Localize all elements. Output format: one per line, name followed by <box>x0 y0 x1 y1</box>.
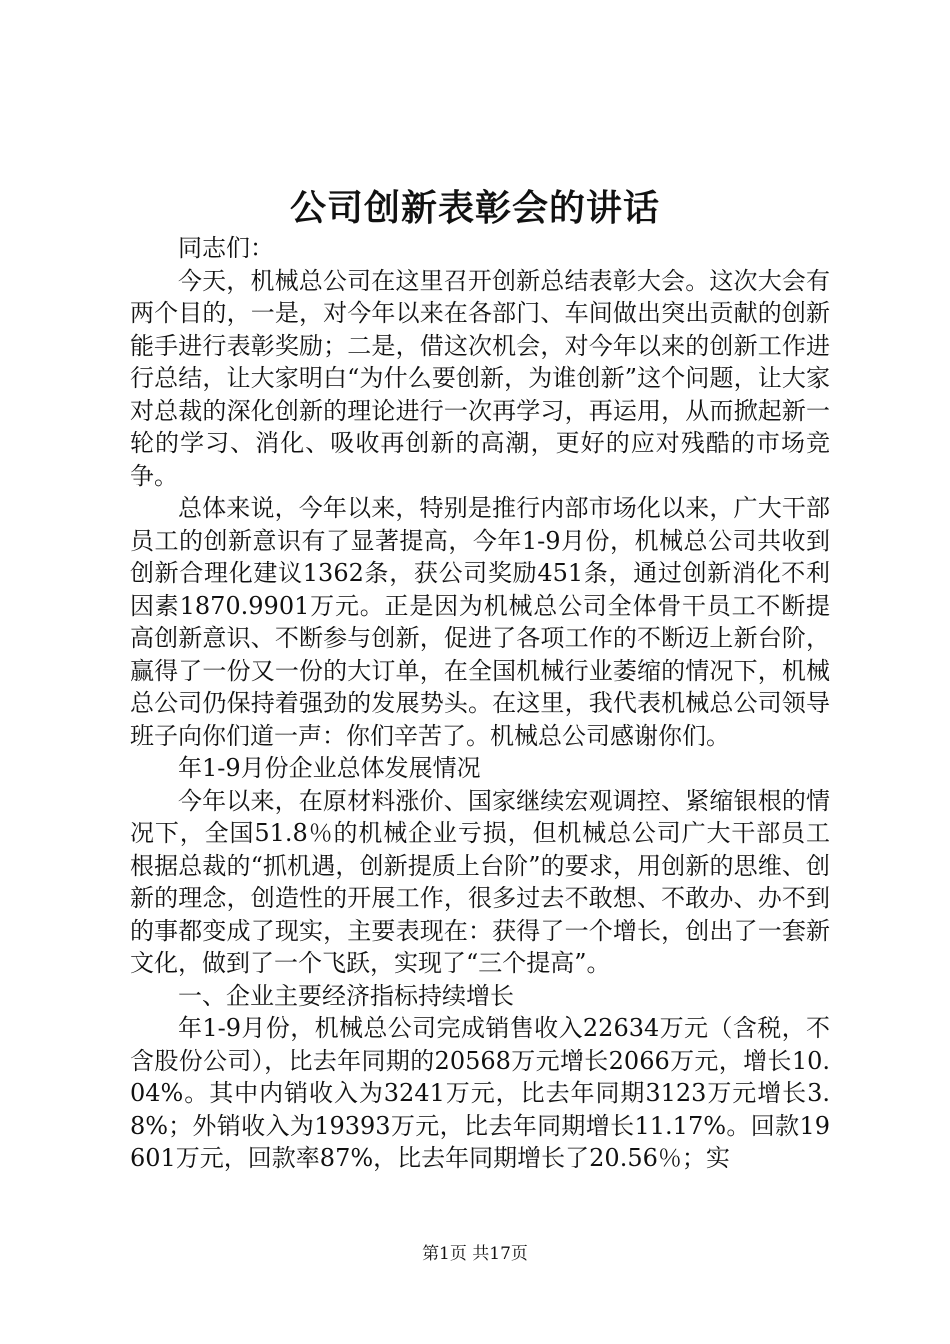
salutation: 同志们： <box>178 234 274 262</box>
document-body <box>130 232 830 1175</box>
section-heading: 一、企业主要经济指标持续增长 <box>178 981 514 1010</box>
page-number: 第1页 共17页 <box>422 1244 528 1264</box>
paragraph-development: 今年以来，在原材料涨价、国家继续宏观调控、紧缩银根的情况下，全国51.8％的机械企业亏损，但机械总公司广大干部员工根据总裁的“抓机遇，创新提质上台阶”的要求，用创新的思维、创新的理念，创造性的开展工作，很多过去不敢想、不敢办、办不到的事都变成了现实，主要表现在：获得了一个增长，创出了一套新文化，做到了一个飞跃，实现了“三个提高”。 <box>130 786 830 977</box>
paragraph-summary: 总体来说，今年以来，特别是推行内部市场化以来，广大干部员工的创新意识有了显著提高，今年1-9月份，机械总公司共收到创新合理化建议1362条，获公司奖励451条，通过创新消化不利因素1870.9901万元。正是因为机械总公司全体骨干员工不断提高创新意识、不断参与创新，促进了各项工作的不断迈上新台阶，赢得了一份又一份的大订单，在全国机械行业萎缩的情况下，机械总公司仍保持着强劲的发展势头。在这里，我代表机械总公司领导班子向你们道一声：你们辛苦了。机械总公司感谢你们。 <box>130 494 830 750</box>
document-title: 公司创新表彰会的讲话 <box>289 187 660 229</box>
paragraph-intro: 今天，机械总公司在这里召开创新总结表彰大会。这次大会有两个目的，一是，对今年以来在各部门、车间做出突出贡献的创新能手进行表彰奖励；二是，借这次机会，对今年以来的创新工作进行总结，让大家明白“为什么要创新，为谁创新”这个问题，让大家对总裁的深化创新的理论进行一次再学习，再运用，从而掀起新一轮的学习、消化、吸收再创新的高潮，更好的应对残酷的市场竞争。 <box>130 266 830 490</box>
paragraph-indicators: 年1-9月份，机械总公司完成销售收入22634万元（含税，不含股份公司），比去年同期的20568万元增长2066万元，增长10.04%。其中内销收入为3241万元，比去年同期3123万元增长3.8%；外销收入为19393万元，比去年同期增长11.17%。回款19601万元，回款率87%，比去年同期增长了20.56％；实 <box>130 1014 830 1172</box>
section-heading: 年1-9月份企业总体发展情况 <box>178 754 481 782</box>
